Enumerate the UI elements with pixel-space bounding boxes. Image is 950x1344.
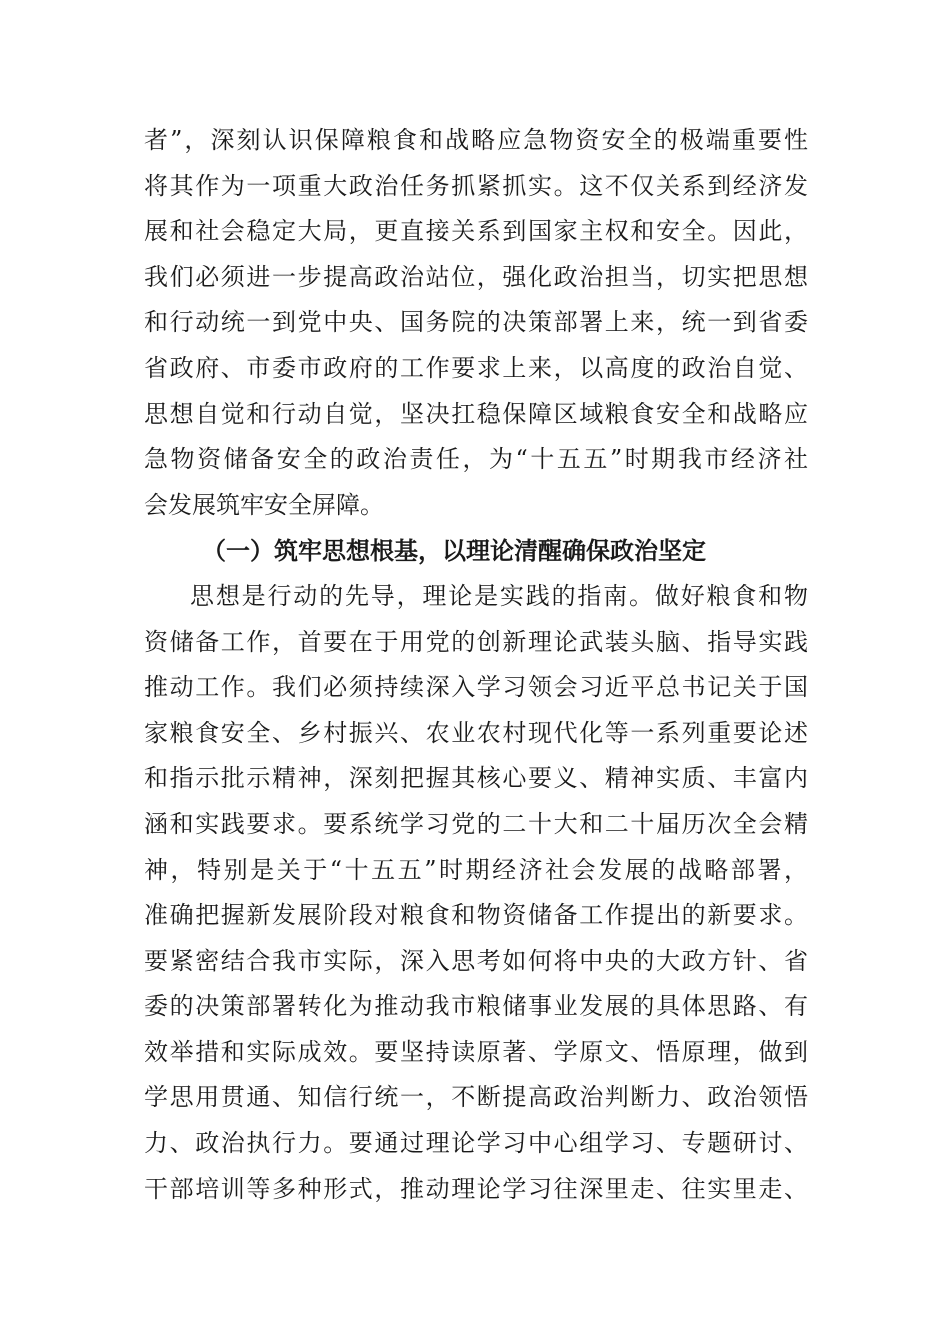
text-line: 会发展筑牢安全屏障。: [144, 490, 384, 519]
text-line: 委的决策部署转化为推动我市粮储事业发展的具体思路、有: [144, 992, 808, 1021]
text-line: 省政府、市委市政府的工作要求上来，以高度的政治自觉、: [144, 353, 808, 382]
text-line: 要紧密结合我市实际，深入思考如何将中央的大政方针、省: [144, 946, 808, 975]
text-line: 和行动统一到党中央、国务院的决策部署上来，统一到省委: [144, 308, 808, 337]
text-line: 我们必须进一步提高政治站位，强化政治担当，切实把思想: [144, 262, 808, 291]
text-line: 急物资储备安全的政治责任，为“十五五”时期我市经济社: [144, 445, 808, 474]
paragraph-1: [144, 118, 808, 528]
text-line: 家粮食安全、乡村振兴、农业农村现代化等一系列重要论述: [144, 718, 808, 747]
text-line: 将其作为一项重大政治任务抓紧抓实。这不仅关系到经济发: [144, 171, 808, 200]
document-body: [144, 118, 808, 1212]
text-line: 效举措和实际成效。要坚持读原著、学原文、悟原理，做到: [144, 1037, 808, 1066]
text-line: 力、政治执行力。要通过理论学习中心组学习、专题研讨、: [144, 1129, 808, 1158]
text-line: 学思用贯通、知信行统一，不断提高政治判断力、政治领悟: [144, 1083, 808, 1112]
text-line: 资储备工作，首要在于用党的创新理论武装头脑、指导实践: [144, 627, 808, 656]
section-heading: （一）筑牢思想根基，以理论清醒确保政治坚定: [202, 536, 706, 566]
text-line: 神，特别是关于“十五五”时期经济社会发展的战略部署，: [144, 855, 808, 884]
paragraph-2: [144, 574, 808, 1212]
text-line: 者”，深刻认识保障粮食和战略应急物资安全的极端重要性: [144, 126, 808, 154]
text-line: 干部培训等多种形式，推动理论学习往深里走、往实里走、: [144, 1174, 808, 1203]
text-line: 推动工作。我们必须持续深入学习领会习近平总书记关于国: [144, 673, 808, 702]
text-line: 涵和实践要求。要系统学习党的二十大和二十届历次全会精: [144, 809, 808, 838]
text-line: 思想自觉和行动自觉，坚决扛稳保障区域粮食安全和战略应: [144, 399, 808, 428]
text-line: 和指示批示精神，深刻把握其核心要义、精神实质、丰富内: [144, 764, 808, 793]
text-line: 展和社会稳定大局，更直接关系到国家主权和安全。因此，: [144, 217, 808, 246]
text-line: 思想是行动的先导，理论是实践的指南。做好粮食和物: [190, 581, 808, 610]
text-line: 准确把握新发展阶段对粮食和物资储备工作提出的新要求。: [144, 901, 808, 930]
